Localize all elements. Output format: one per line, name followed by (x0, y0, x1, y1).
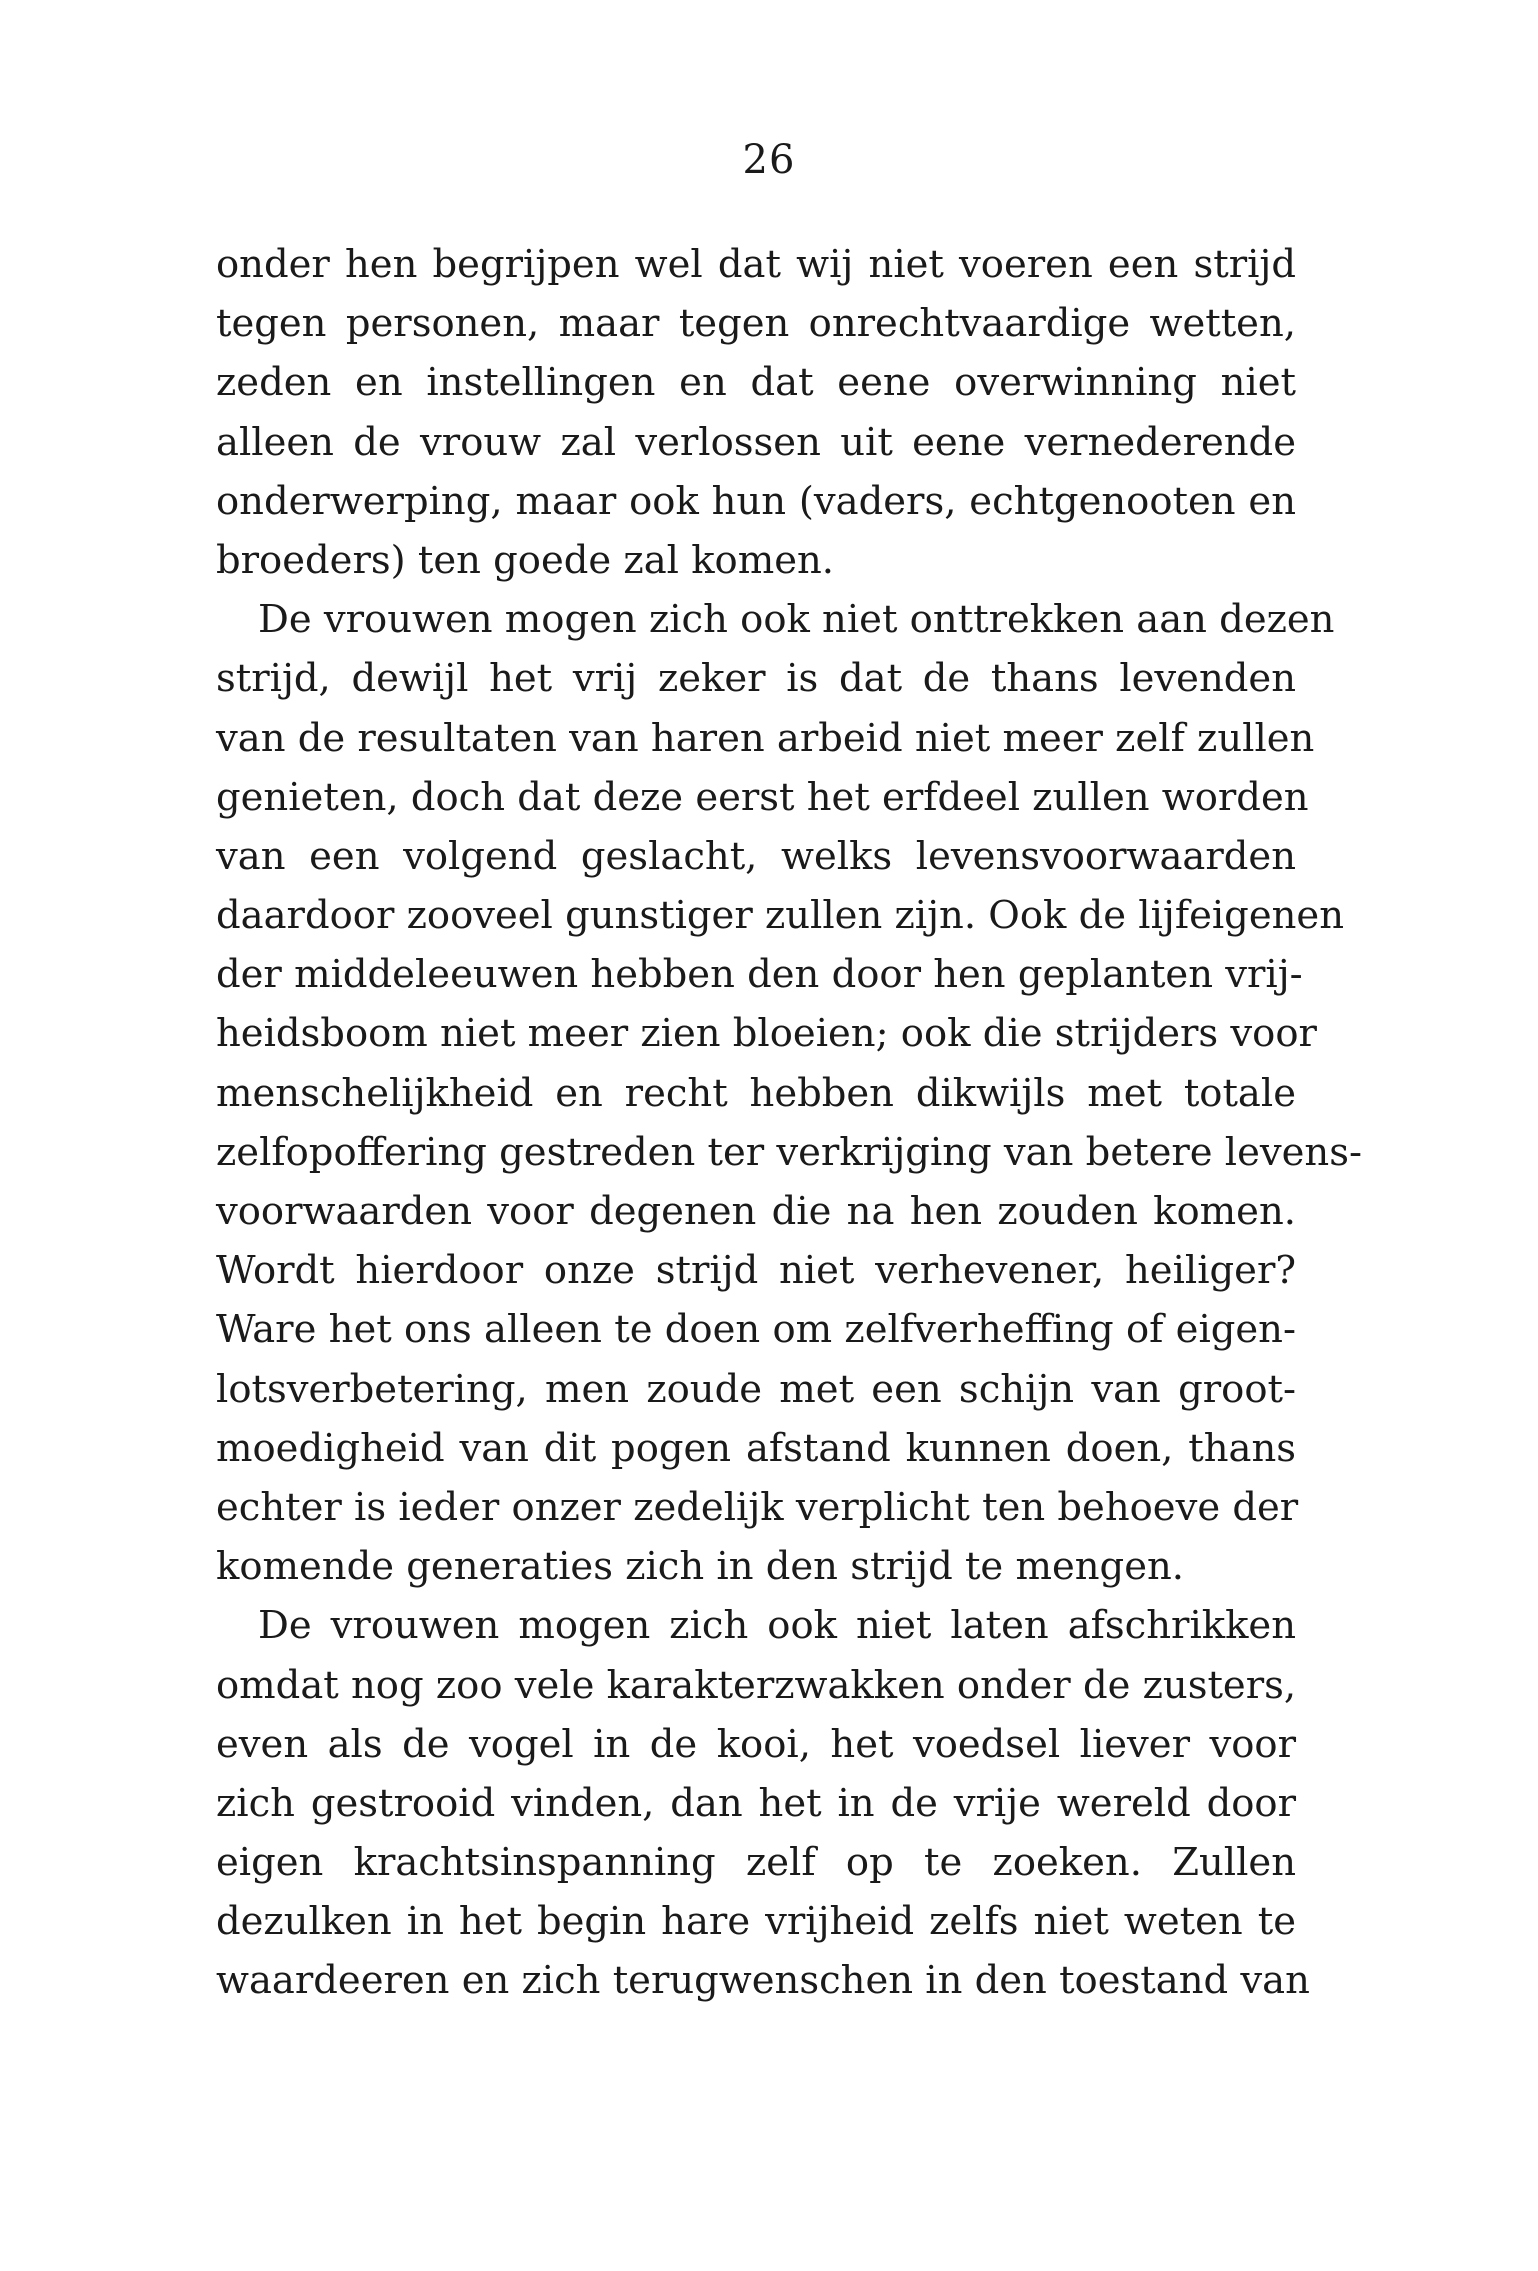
text-line: even als de vogel in de kooi, het voedsel liever voor (216, 1721, 1296, 1767)
text-line: zeden en instellingen en dat eene overwinning niet (216, 360, 1296, 406)
text-line: van een volgend geslacht, welks levensvoorwaarden (216, 833, 1296, 879)
text-line: heidsboom niet meer zien bloeien; ook die strijders voor (216, 1011, 1317, 1057)
text-line: moedigheid van dit pogen afstand kunnen doen, thans (216, 1425, 1296, 1471)
body-text (216, 235, 1362, 2011)
text-line: Ware het ons alleen te doen om zelfverheffing of eigen- (216, 1307, 1296, 1353)
text-line: alleen de vrouw zal verlossen uit eene vernederende (216, 419, 1296, 465)
paragraph-start-line: De vrouwen mogen zich ook niet laten afschrikken (258, 1603, 1296, 1649)
text-line: waardeeren en zich terugwenschen in den toestand van (216, 1958, 1310, 2004)
text-line: eigen krachtsinspanning zelf op te zoeken. Zullen (216, 1840, 1296, 1886)
text-line: onderwerping, maar ook hun (vaders, echtgenooten en (216, 478, 1296, 524)
text-line: menschelijkheid en recht hebben dikwijls met totale (216, 1070, 1296, 1116)
text-line: zelfopoffering gestreden ter verkrijging van betere levens- (216, 1129, 1362, 1175)
text-line: der middeleeuwen hebben den door hen geplanten vrij- (216, 952, 1303, 998)
text-line: komende generaties zich in den strijd te mengen. (216, 1544, 1185, 1590)
text-line: daardoor zooveel gunstiger zullen zijn. Ook de lijfeigenen (216, 893, 1344, 939)
text-line: lotsverbetering, men zoude met een schijn van groot- (216, 1366, 1296, 1412)
text-line: strijd, dewijl het vrij zeker is dat de thans levenden (216, 656, 1296, 702)
text-line: omdat nog zoo vele karakterzwakken onder de zusters, (216, 1662, 1297, 1708)
page-number: 26 (742, 137, 796, 183)
text-line: onder hen begrijpen wel dat wij niet voeren een strijd (216, 242, 1296, 287)
text-line: Wordt hierdoor onze strijd niet verhevener, heiliger? (216, 1248, 1296, 1294)
text-line: genieten, doch dat deze eerst het erfdeel zullen worden (216, 774, 1309, 820)
text-line: van de resultaten van haren arbeid niet meer zelf zullen (216, 715, 1315, 761)
text-line: tegen personen, maar tegen onrechtvaardige wetten, (216, 301, 1296, 347)
text-line: zich gestrooid vinden, dan het in de vrije wereld door (216, 1780, 1296, 1826)
paragraph-start-line: De vrouwen mogen zich ook niet onttrekken aan dezen (258, 597, 1335, 643)
text-line: broeders) ten goede zal komen. (216, 537, 835, 583)
text-line: echter is ieder onzer zedelijk verplicht ten behoeve der (216, 1484, 1299, 1530)
text-line: voorwaarden voor degenen die na hen zouden komen. (216, 1189, 1296, 1234)
text-line: dezulken in het begin hare vrijheid zelfs niet weten te (216, 1899, 1296, 1945)
